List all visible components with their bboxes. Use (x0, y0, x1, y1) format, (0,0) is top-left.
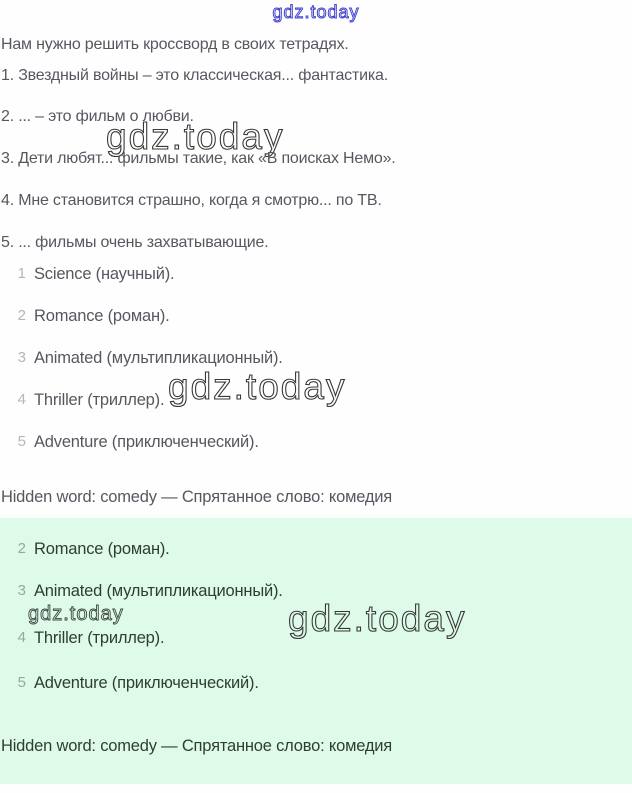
answer-number: 4 (17, 629, 26, 646)
answer-number: 3 (17, 582, 26, 599)
answer-text: Adventure (приключенческий). (34, 433, 259, 451)
highlighted-answer-block (0, 518, 632, 784)
answer-text: Thriller (триллер). (34, 629, 165, 647)
answer-number: 3 (17, 349, 26, 366)
answer-text: Animated (мультипликационный). (34, 582, 283, 600)
hidden-word-line: Hidden word: comedy — Спрятанное слово: комедия (1, 737, 393, 755)
gdz-watermark-lower: gdz.today (288, 598, 467, 639)
answer-text: Romance (роман). (34, 540, 170, 558)
gdz-watermark-blue: gdz.today (272, 2, 360, 22)
clue-3: 3. Дети любят... фильмы такие, как «В поисках Немо». (1, 150, 396, 167)
answer-number: 1 (17, 265, 26, 282)
gdz-watermark-middle: gdz.today (168, 366, 347, 407)
hidden-word-line: Hidden word: comedy — Спрятанное слово: комедия (1, 488, 393, 506)
answer-text: Thriller (триллер). (34, 391, 165, 409)
answer-text: Science (научный). (34, 265, 175, 283)
intro-sentence: Нам нужно решить кроссворд в своих тетрадях. (1, 36, 349, 53)
answer-text: Animated (мультипликационный). (34, 349, 283, 367)
clue-5: 5. ... фильмы очень захватывающие. (1, 234, 269, 251)
answer-number: 2 (17, 307, 26, 324)
gdz-watermark-upper: gdz.today (106, 116, 285, 157)
answer-number: 5 (17, 674, 26, 691)
clue-4: 4. Мне становится страшно, когда я смотрю... по ТВ. (1, 192, 382, 209)
answer-number: 2 (17, 540, 26, 557)
clue-2: 2. ... – это фильм о любви. (1, 108, 194, 125)
answer-text: Adventure (приключенческий). (34, 674, 259, 692)
answer-text: Romance (роман). (34, 307, 170, 325)
answer-number: 4 (17, 391, 26, 408)
gdz-watermark-small: gdz.today (28, 603, 124, 625)
answer-number: 5 (17, 433, 26, 450)
clue-1: 1. Звездный войны – это классическая... фантастика. (1, 67, 388, 84)
